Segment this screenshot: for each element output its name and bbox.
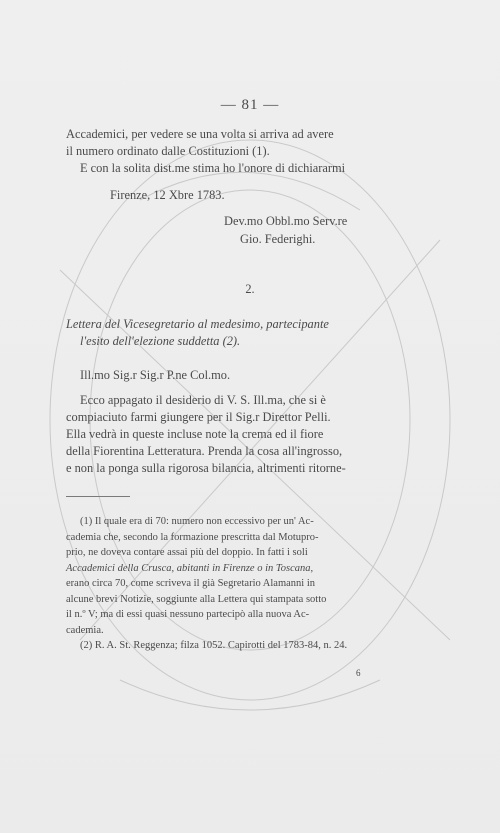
- footnote-line: alcune brevi Notizie, soggiunte alla Lettera qui stampata sotto: [66, 593, 327, 605]
- footnote-line: cademia che, secondo la formazione prescritta dal Motupro-: [66, 531, 319, 543]
- page-number: — 81 —: [220, 97, 280, 113]
- footnote-line: (1) Il quale era di 70: numero non eccessivo per un' Ac-: [80, 516, 314, 527]
- heading-line: l'esito dell'elezione suddetta (2).: [80, 334, 241, 348]
- footnote-line: prio, ne doveva contare assai più del doppio. In fatti i soli: [66, 547, 308, 558]
- section-number: 2.: [245, 282, 255, 296]
- signature-mark: 6: [356, 668, 361, 678]
- text-line: compiaciuto farmi giungere per il Sig.r Direttor Pelli.: [66, 410, 331, 424]
- text-line: della Fiorentina Letteratura. Prenda la cosa all'ingrosso,: [66, 444, 343, 458]
- footnote-divider: [66, 496, 130, 497]
- signature-name: Gio. Federighi.: [240, 232, 316, 246]
- footnote-line: (2) R. A. St. Reggenza; filza 1052. Capirotti del 1783-84, n. 24.: [80, 640, 348, 651]
- text-line: E con la solita dist.me stima ho l'onore di dichiararmi: [80, 161, 346, 175]
- heading-line: Lettera del Vicesegretario al medesimo, partecipante: [66, 317, 329, 331]
- salutation: Ill.mo Sig.r Sig.r P.ne Col.mo.: [80, 368, 231, 382]
- footnote-line: erano circa 70, come scriveva il già Segretario Alamanni in: [66, 578, 315, 589]
- footnotes: [66, 514, 378, 654]
- text-line: il numero ordinato dalle Costituzioni (1).: [66, 144, 270, 158]
- signature-closing: Dev.mo Obbl.mo Serv.re: [224, 214, 348, 228]
- letter-heading: [66, 316, 378, 350]
- paragraph-1: [66, 126, 378, 177]
- paragraph-2: [66, 392, 378, 477]
- footnote-line: Accademici della Crusca, abitanti in Firenze o in Toscana,: [66, 562, 314, 574]
- text-line: Ecco appagato il desiderio di V. S. Ill.ma, che si è: [80, 393, 326, 407]
- text-line: e non la ponga sulla rigorosa bilancia, altrimenti ritorne-: [66, 461, 346, 475]
- footnote-line: il n.º V; ma di essi quasi nessuno partecipò alla nuova Ac-: [66, 609, 310, 620]
- place-date: Firenze, 12 Xbre 1783.: [110, 188, 225, 202]
- text-line: Accademici, per vedere se una volta si arriva ad avere: [66, 127, 334, 141]
- text-line: Ella vedrà in queste incluse note la crema ed il fiore: [66, 427, 324, 441]
- footnote-line: cademia.: [66, 624, 104, 636]
